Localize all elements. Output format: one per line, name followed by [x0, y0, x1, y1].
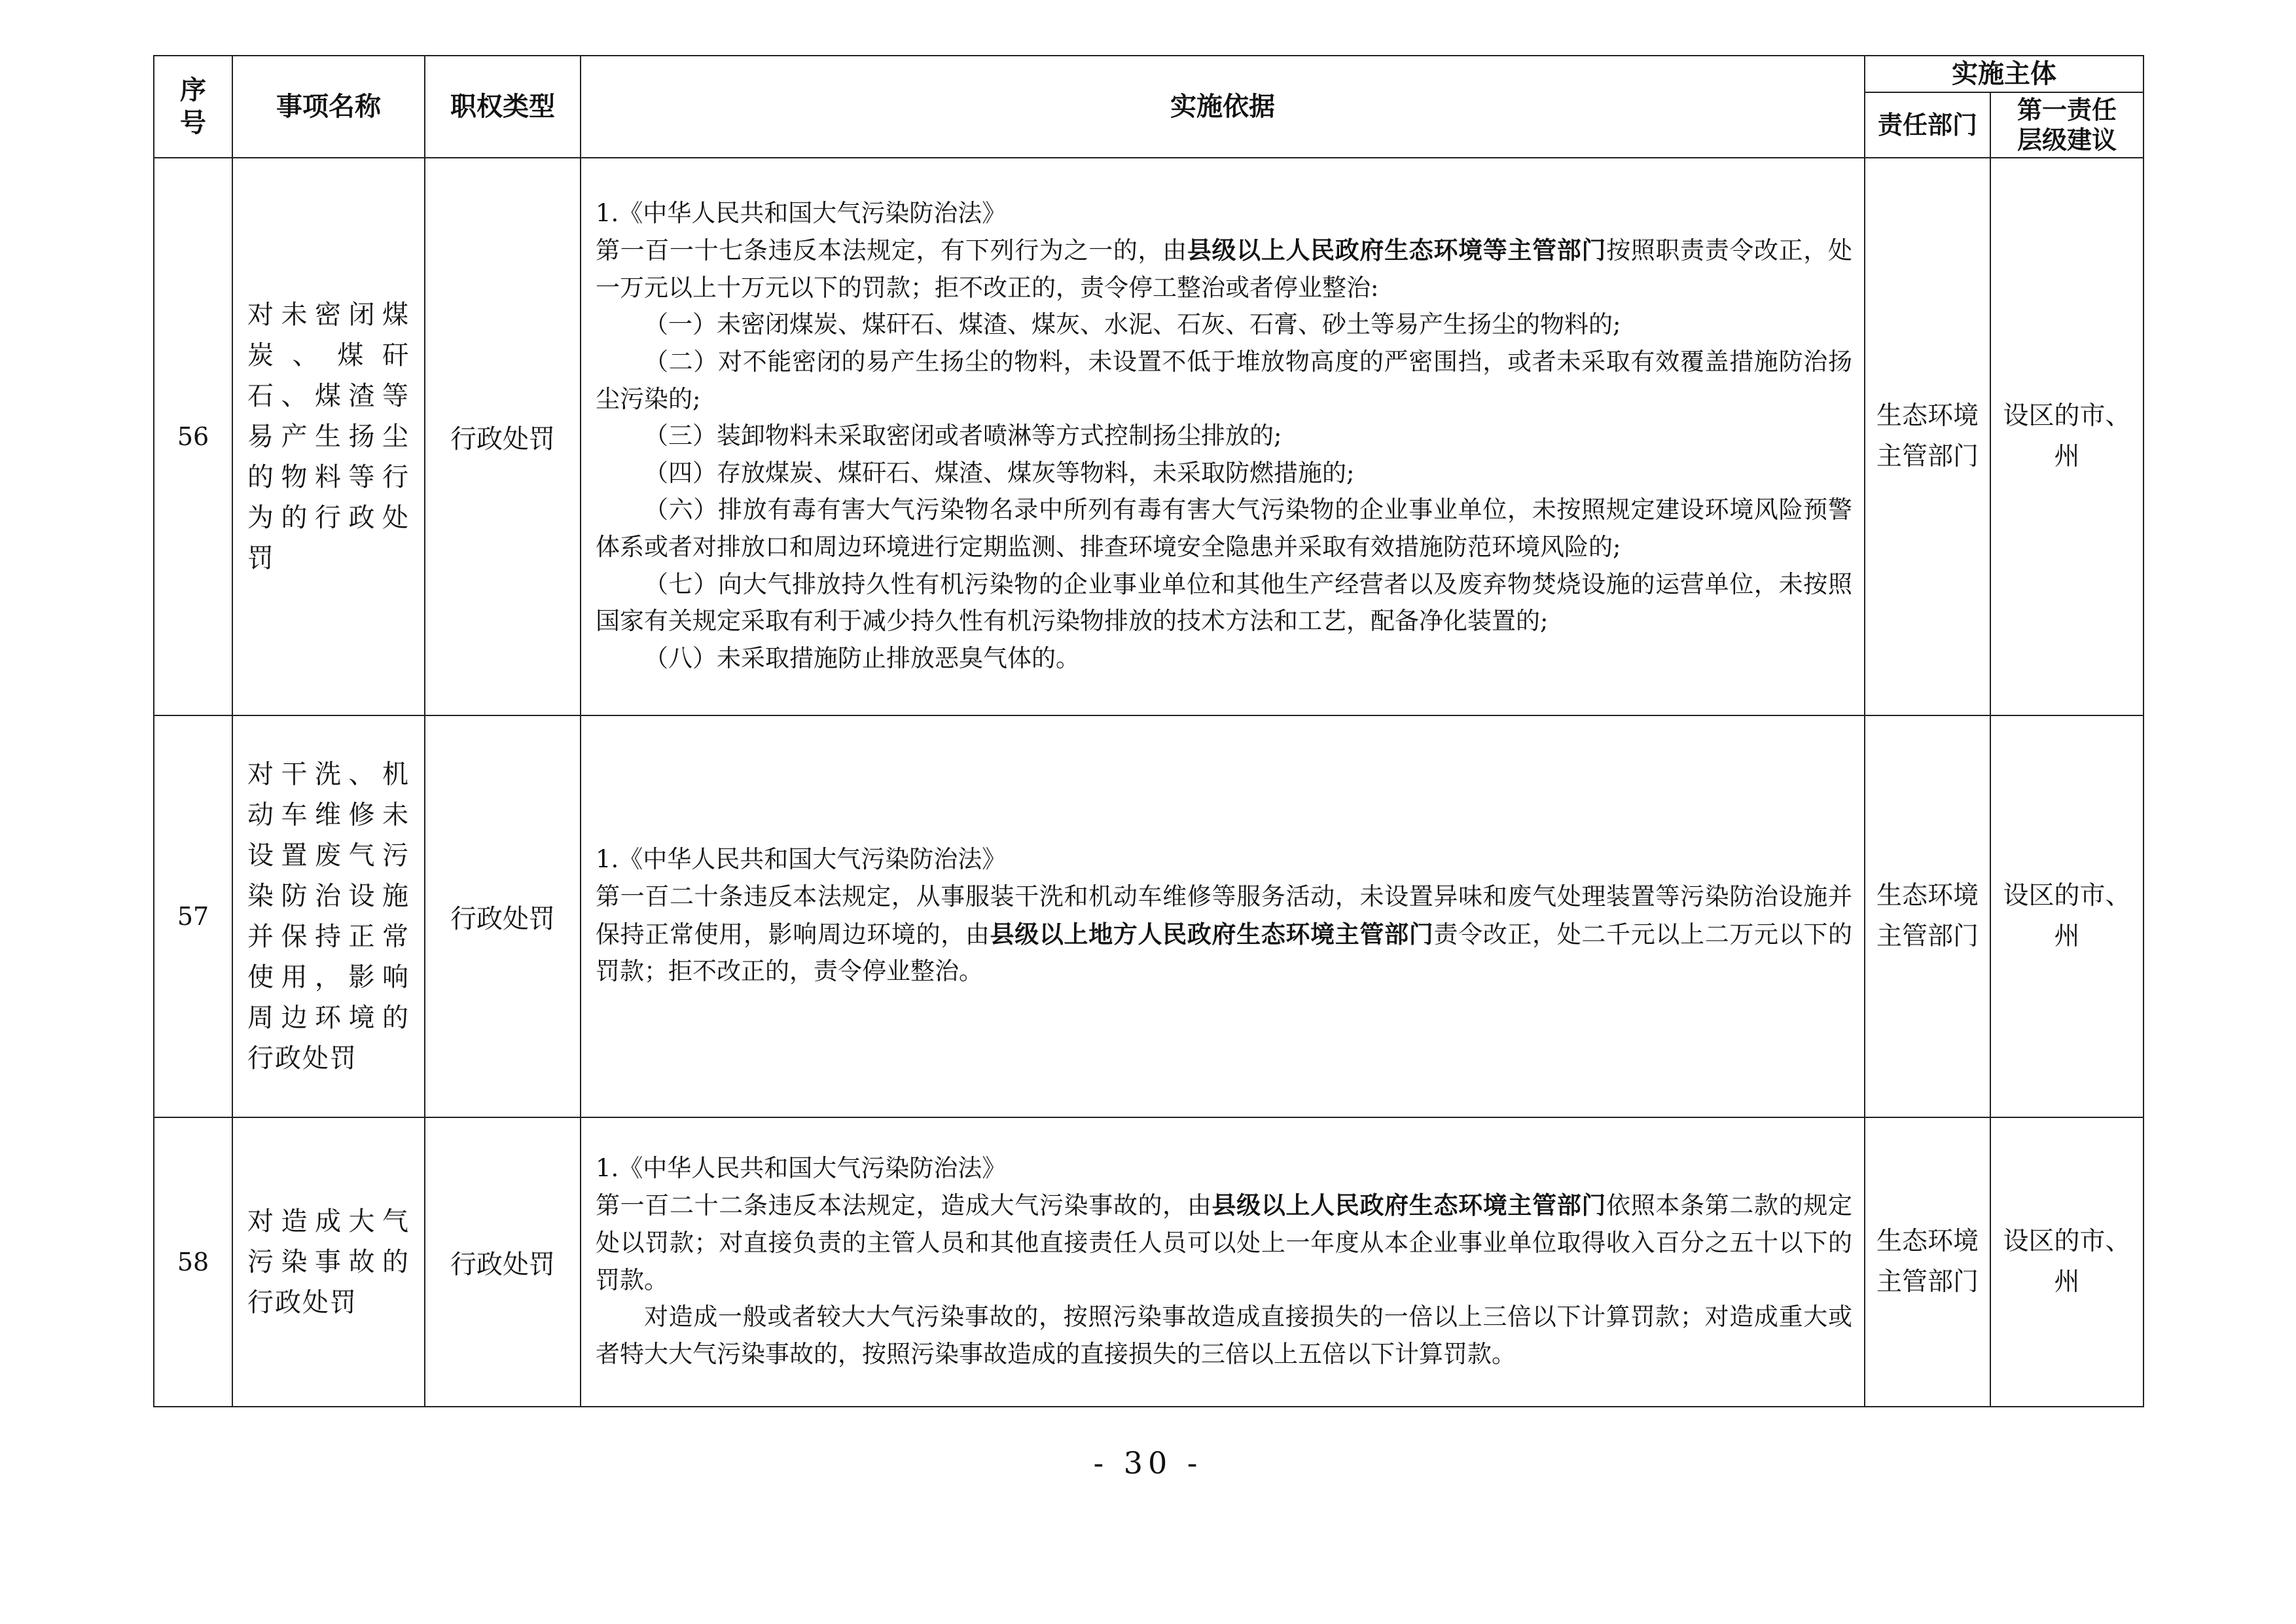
basis-article [596, 232, 1852, 306]
table-row [154, 158, 2144, 715]
row-responsible-dept: 生态环境主管部门 [1865, 715, 1990, 1117]
basis-article-text: 第一百二十二条违反本法规定，造成大气污染事故的，由 [596, 1191, 1212, 1220]
row-seq: 57 [154, 715, 232, 1117]
basis-article-text: 第一百一十七条违反本法规定，有下列行为之一的，由 [596, 236, 1187, 265]
basis-paragraph: 对造成一般或者较大大气污染事故的，按照污染事故造成直接损失的一倍以上三倍以下计算罚款；对造成重大或者特大大气污染事故的，按照污染事故造成的直接损失的三倍以上五倍以下计算罚款。 [596, 1303, 1852, 1368]
basis-article-text: 第一百二十条违反本法规定，从事服装干洗和机动车维修等服务活动，未设置异味和废气处理装置等污染防治设施并保持正常使用，影响周边环境的，由 [596, 882, 1852, 948]
row-item-name: 对干洗、机动车维修未设置废气污染防治设施并保持正常使用，影响周边环境的行政处罚 [232, 715, 425, 1117]
header-basis: 实施依据 [581, 56, 1865, 158]
row-basis [581, 1117, 1865, 1407]
header-row-1 [154, 56, 2144, 92]
basis-item: （三）装卸物料未采取密闭或者喷淋等方式控制扬尘排放的; [644, 422, 1282, 450]
row-seq: 56 [154, 158, 232, 715]
table-row [154, 1117, 2144, 1407]
row-basis [581, 158, 1865, 715]
header-seq: 序号 [154, 56, 232, 158]
row-seq: 58 [154, 1117, 232, 1407]
row-responsible-dept: 生态环境主管部门 [1865, 158, 1990, 715]
row-first-level: 设区的市、州 [1990, 715, 2144, 1117]
basis-article-text: 责令改正，处二千元以上二万元以下的罚款；拒不改正的，责令停业整治。 [596, 920, 1853, 986]
basis-article [596, 878, 1852, 990]
basis-item: （二）对不能密闭的易产生扬尘的物料，未设置不低于堆放物高度的严密围挡，或者未采取有效覆盖措施防治扬尘污染的; [596, 347, 1852, 413]
enforcement-items-table [153, 55, 2144, 1407]
basis-item: （四）存放煤炭、煤矸石、煤渣、煤灰等物料，未采取防燃措施的; [644, 458, 1355, 487]
basis-law-title: 1.《中华人民共和国大气污染防治法》 [596, 845, 1007, 874]
row-item-name: 对未密闭煤炭、煤矸石、煤渣等易产生扬尘的物料等行为的行政处罚 [232, 158, 425, 715]
basis-article-text: 依照本条第二款的规定处以罚款；对直接负责的主管人员和其他直接责任人员可以处上一年度从本企业事业单位取得收入百分之五十以下的罚款。 [596, 1191, 1853, 1294]
basis-authority: 县级以上人民政府生态环境主管部门 [1211, 1191, 1607, 1220]
basis-article-text: 按照职责责令改正，处一万元以上十万元以下的罚款；拒不改正的，责令停工整治或者停业整治: [596, 236, 1853, 302]
row-basis [581, 715, 1865, 1117]
header-power-type: 职权类型 [425, 56, 581, 158]
row-first-level: 设区的市、州 [1990, 1117, 2144, 1407]
basis-authority: 县级以上人民政府生态环境等主管部门 [1187, 236, 1607, 265]
basis-item: （七）向大气排放持久性有机污染物的企业事业单位和其他生产经营者以及废弃物焚烧设施的运营单位，未按照国家有关规定采取有利于减少持久性有机污染物排放的技术方法和工艺，配备净化装置的; [596, 569, 1852, 636]
row-power-type: 行政处罚 [425, 158, 581, 715]
row-power-type: 行政处罚 [425, 1117, 581, 1407]
header-subject: 实施主体 [1865, 56, 2144, 92]
header-first-level: 第一责任层级建议 [1990, 92, 2144, 158]
basis-item: （一）未密闭煤炭、煤矸石、煤渣、煤灰、水泥、石灰、石膏、砂土等易产生扬尘的物料的; [644, 310, 1621, 339]
row-item-name: 对造成大气污染事故的行政处罚 [232, 1117, 425, 1407]
basis-law-title: 1.《中华人民共和国大气污染防治法》 [596, 1153, 1007, 1182]
basis-item: （六）排放有毒有害大气污染物名录中所列有毒有害大气污染物的企业事业单位，未按照规定建设环境风险预警体系或者对排放口和周边环境进行定期监测、排查环境安全隐患并采取有效措施防范环境风险的; [596, 496, 1852, 562]
basis-article [596, 1187, 1852, 1299]
basis-item: （八）未采取措施防止排放恶臭气体的。 [644, 643, 1080, 672]
header-item-name: 事项名称 [232, 56, 425, 158]
header-responsible-dept: 责任部门 [1865, 92, 1990, 158]
table-row [154, 715, 2144, 1117]
row-power-type: 行政处罚 [425, 715, 581, 1117]
row-responsible-dept: 生态环境主管部门 [1865, 1117, 1990, 1407]
page-number: - 30 - [1093, 1445, 1203, 1481]
row-first-level: 设区的市、州 [1990, 158, 2144, 715]
basis-law-title: 1.《中华人民共和国大气污染防治法》 [596, 198, 1007, 227]
basis-authority: 县级以上地方人民政府生态环境主管部门 [990, 919, 1434, 948]
